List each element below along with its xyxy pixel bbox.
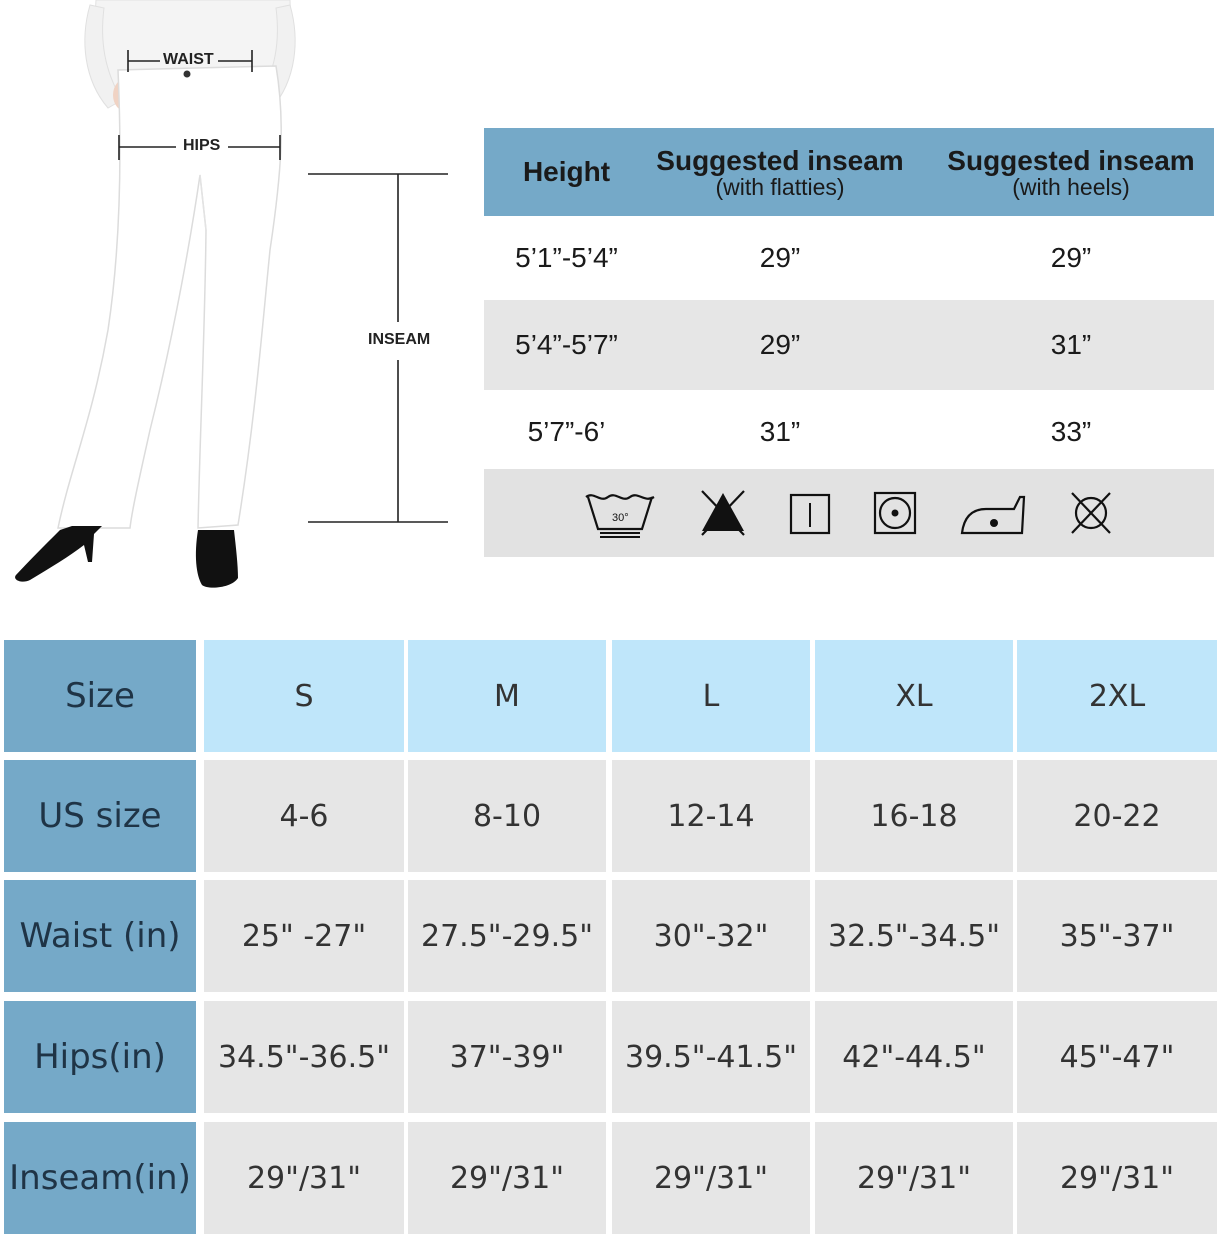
size-table-row [4,760,1217,872]
inseam-table-header [484,128,1214,216]
hips-label: HIPS [183,137,221,154]
iron-low-icon [958,487,1028,539]
header-height-label: Height [522,156,611,187]
size-header-row [4,640,1217,752]
row-label: Inseam(in) [4,1122,196,1234]
heels-cell: 29” [1050,242,1092,273]
wash-30-icon [584,487,656,539]
header-height [484,128,649,216]
tumble-dry-icon [872,487,918,539]
size-value-cell: 42"-44.5" [815,1001,1013,1113]
size-value-cell: 4-6 [204,760,404,872]
size-value-cell: 12-14 [612,760,810,872]
size-value-cell: 20-22 [1017,760,1217,872]
inseam-label: INSEAM [368,331,431,348]
inseam-row [484,216,1214,300]
waist-label: WAIST [163,51,214,68]
size-table-row [4,1122,1217,1234]
flatties-cell: 29” [759,329,801,360]
row-label: Waist (in) [4,880,196,992]
size-value-cell: 29"/31" [204,1122,404,1234]
flatties-cell: 29” [759,242,801,273]
size-value-cell: 30"-32" [612,880,810,992]
heels-cell: 31” [1050,329,1092,360]
size-value-cell: 35"-37" [1017,880,1217,992]
inseam-row [484,300,1214,390]
size-value-cell: 29"/31" [815,1122,1013,1234]
height-cell: 5’4”-5’7” [515,329,618,360]
care-instructions-bar [484,469,1214,557]
do-not-bleach-icon [698,487,748,539]
row-label: US size [4,760,196,872]
header-inseam-heels-label: Suggested inseam [947,145,1195,176]
size-header-cell: M [408,640,606,752]
header-inseam-heels-sub: (with heels) [1012,174,1130,200]
size-value-cell: 37"-39" [408,1001,606,1113]
row-label: Hips(in) [4,1001,196,1113]
size-value-cell: 27.5"-29.5" [408,880,606,992]
inseam-row [484,390,1214,474]
size-value-cell: 32.5"-34.5" [815,880,1013,992]
heels-cell: 33” [1050,416,1092,447]
inseam-table [484,128,1214,474]
size-header-cell: XL [815,640,1013,752]
header-inseam-flatties-label: Suggested inseam [656,145,904,176]
model-figure [0,0,460,600]
size-value-cell: 25" -27" [204,880,404,992]
size-header-cell: 2XL [1017,640,1217,752]
size-header-cell: S [204,640,404,752]
header-inseam-flatties [649,128,911,216]
size-table-row [4,1001,1217,1113]
size-value-cell: 29"/31" [1017,1122,1217,1234]
size-table-row [4,880,1217,992]
size-header-label: Size [4,640,196,752]
model-illustration [0,0,460,600]
size-value-cell: 45"-47" [1017,1001,1217,1113]
flatties-cell: 31” [759,416,801,447]
size-value-cell: 16-18 [815,760,1013,872]
do-not-dry-clean-icon [1068,487,1114,539]
wash-temp-text: 30° [612,512,629,524]
size-value-cell: 8-10 [408,760,606,872]
size-value-cell: 34.5"-36.5" [204,1001,404,1113]
height-cell: 5’1”-5’4” [515,242,618,273]
size-header-cell: L [612,640,810,752]
height-cell: 5’7”-6’ [527,416,606,447]
size-value-cell: 29"/31" [408,1122,606,1234]
size-value-cell: 39.5"-41.5" [612,1001,810,1113]
header-inseam-flatties-sub: (with flatties) [715,174,845,200]
line-dry-icon [788,487,832,539]
header-inseam-heels [926,128,1216,216]
size-value-cell: 29"/31" [612,1122,810,1234]
